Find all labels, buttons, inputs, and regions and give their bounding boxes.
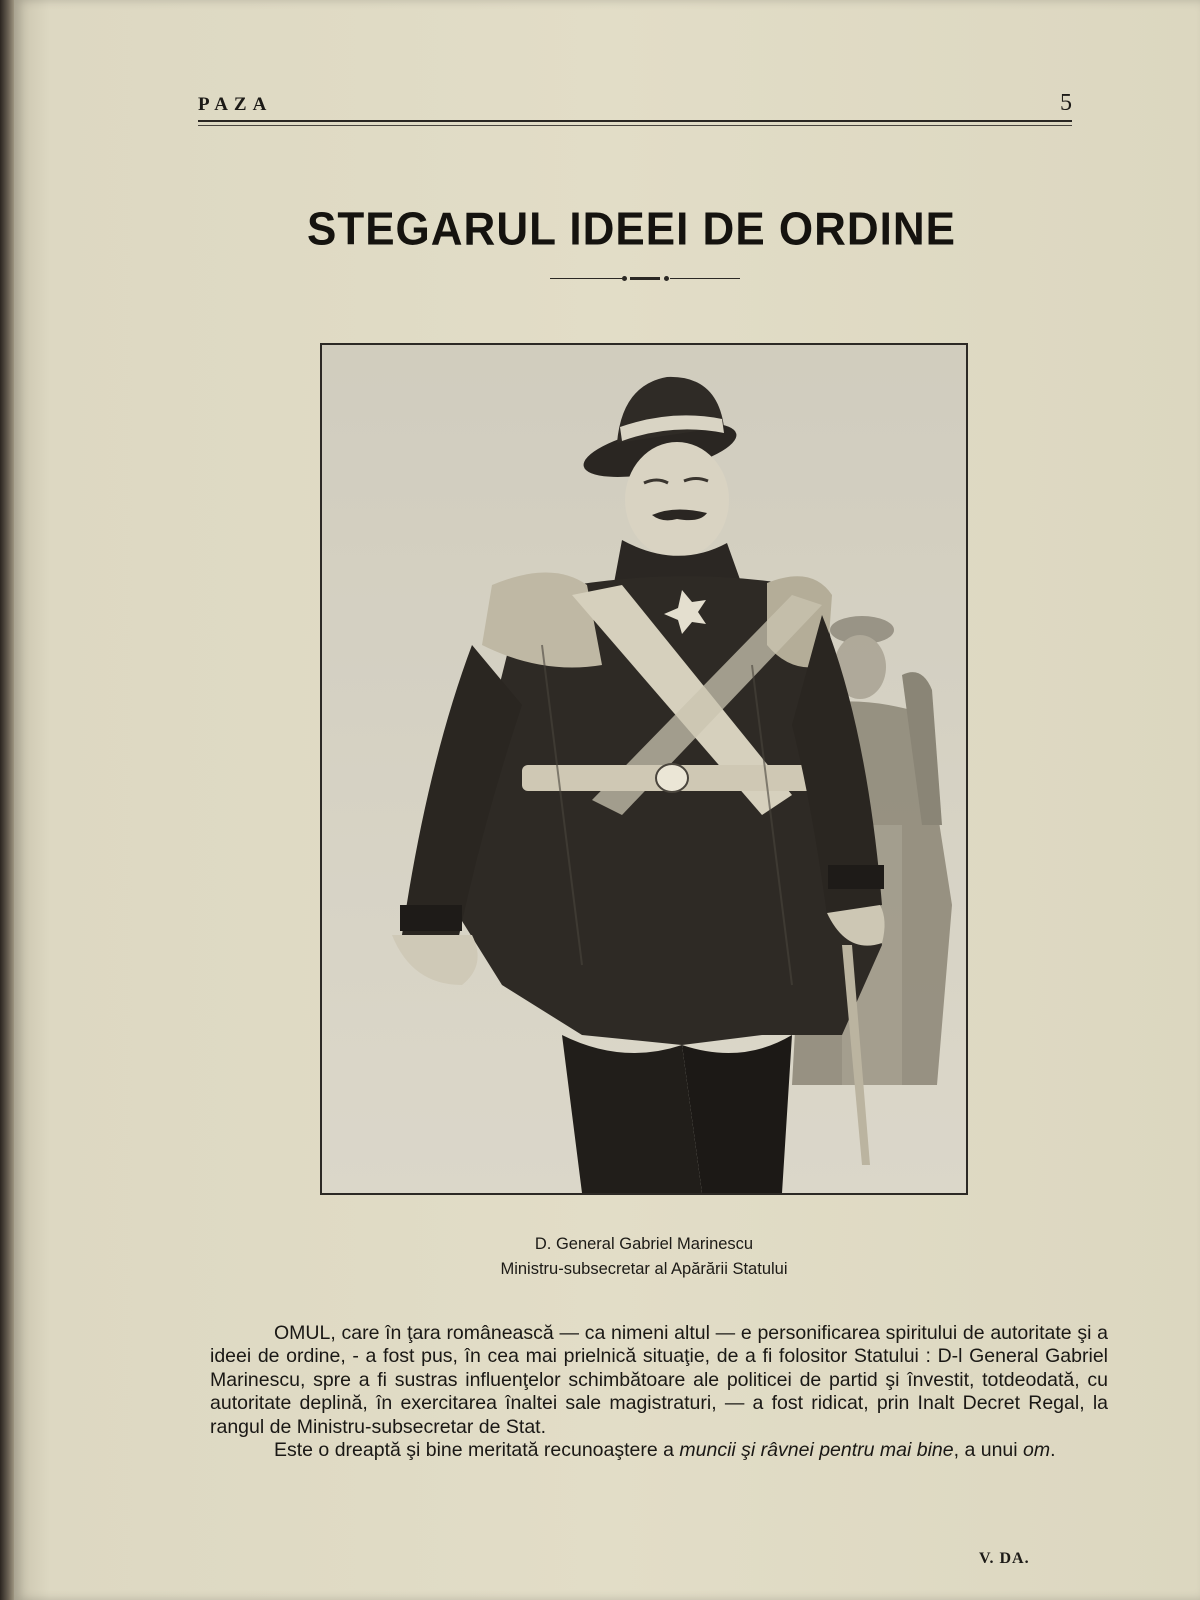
- article-body: [210, 1322, 1108, 1462]
- portrait-photo: [320, 343, 968, 1195]
- article-title: STEGARUL IDEEI DE ORDINE: [306, 203, 957, 256]
- running-header: [198, 90, 1072, 126]
- caption-role: Ministru-subsecretar al Apărării Statului: [500, 1260, 788, 1278]
- photo-caption: [314, 1232, 974, 1282]
- running-title: PAZA: [198, 94, 273, 115]
- emphasis-phrase: muncii şi râvnei pentru mai bine: [679, 1439, 954, 1462]
- body-paragraph-1: OMUL, care în ţara românească — ca nimeni altul — e personificarea spiritului de autoritate şi a ideei de ordine, - a fost pus, în cea mai prielnică situaţie, de a fi folositor Statului : D-l General Gabriel Marinescu, spre a fi sustras influenţelor schimbătoare ale politicei de partid şi învestit, totdeodată, cu autoritate deplină, în exercitarea înaltei sale magistraturi, — a fost ridicat, prin Inalt Decret Regal, la rangul de Ministru-subsecretar de Stat.: [210, 1322, 1108, 1438]
- page-number: 5: [1060, 90, 1072, 116]
- emphasis-word: om: [1023, 1439, 1051, 1462]
- body-paragraph-2: Este o dreaptă şi bine meritată recunoaştere a muncii şi râvnei pentru mai bine, a unui om.: [274, 1439, 1056, 1462]
- author-signature: V. DA.: [979, 1550, 1030, 1567]
- book-spine-edge: [0, 0, 14, 1600]
- caption-name: D. General Gabriel Marinescu: [534, 1235, 754, 1253]
- header-rule: [198, 120, 1072, 122]
- title-ornament: [550, 275, 740, 283]
- magazine-page: [14, 0, 1200, 1600]
- header-rule-thin: [198, 125, 1072, 126]
